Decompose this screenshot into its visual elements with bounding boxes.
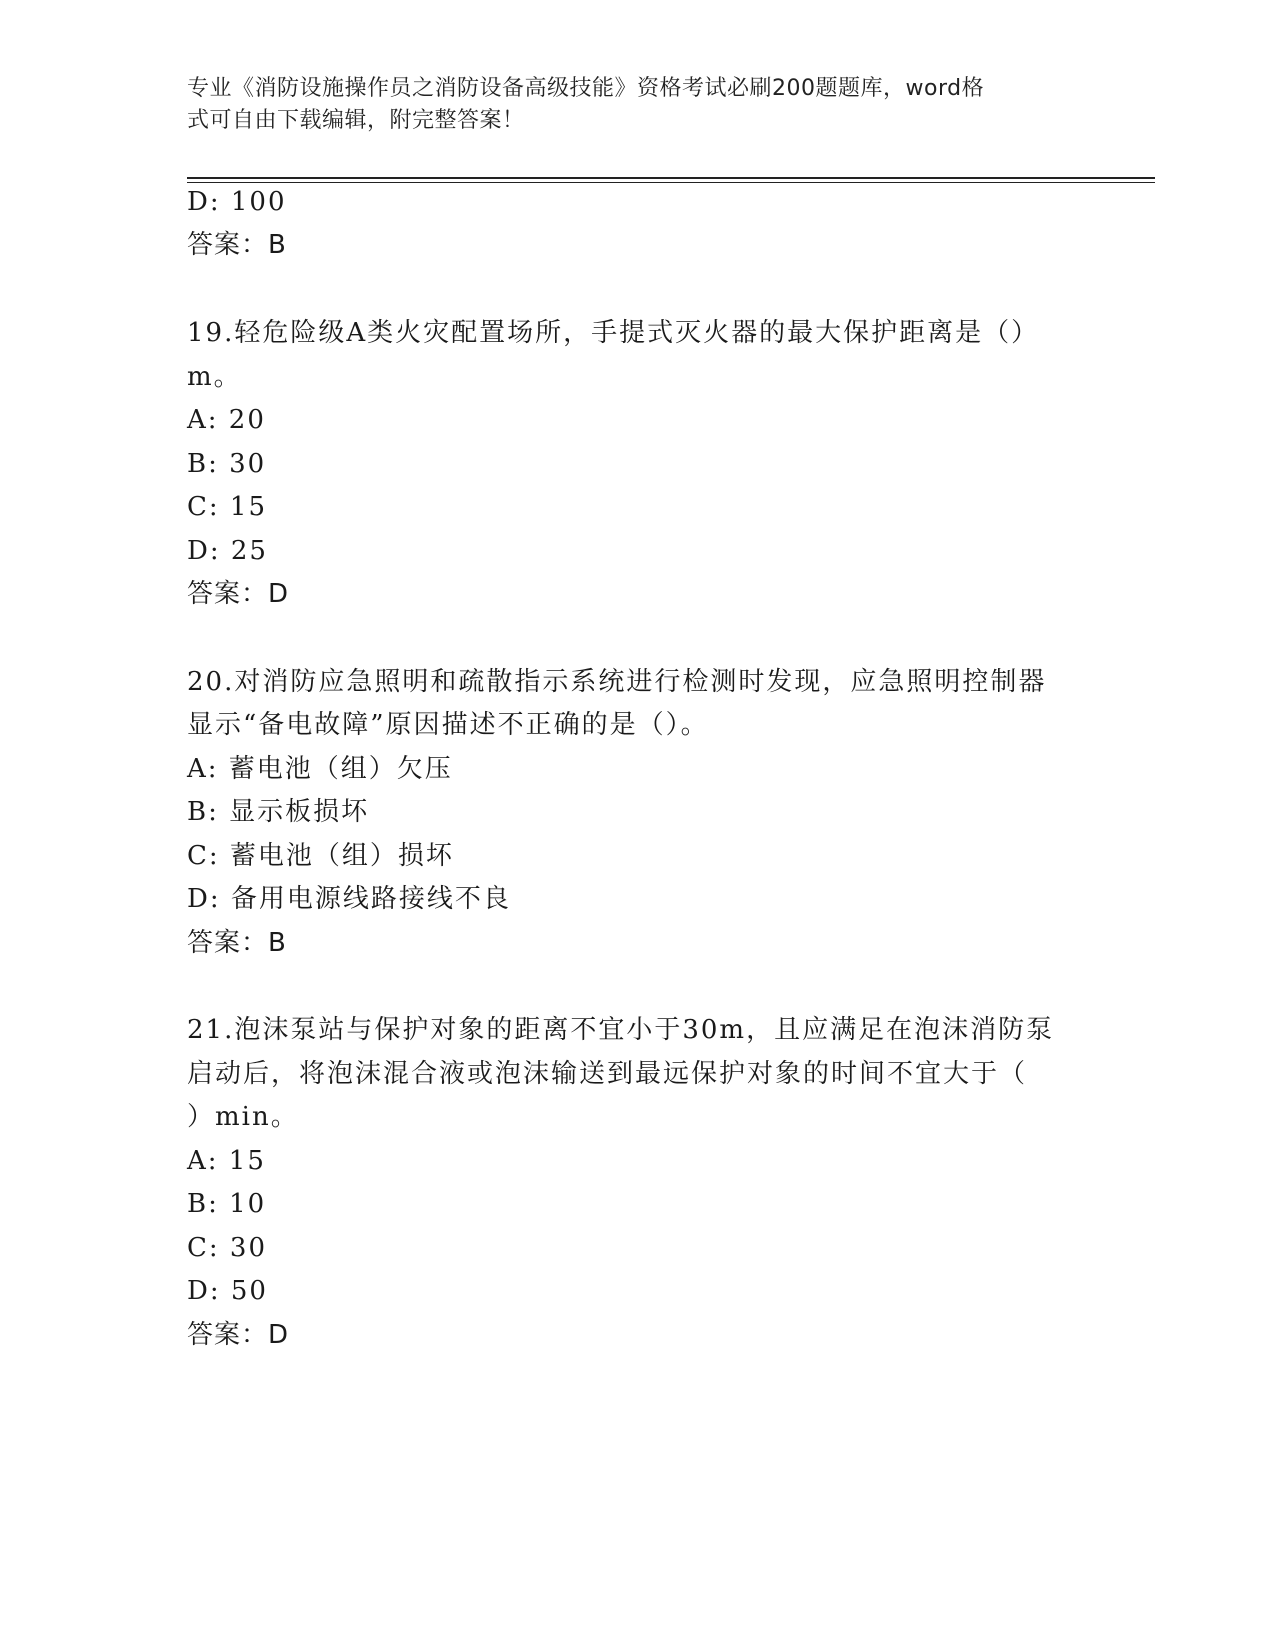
q21-option-d: D: 50 <box>187 1276 268 1306</box>
q21-answer: 答案：D <box>187 1320 290 1350</box>
q19-answer: 答案：D <box>187 579 290 609</box>
q21-stem-line-1: 21.泡沫泵站与保护对象的距离不宜小于30m，且应满足在泡沫消防泵 <box>187 1015 1055 1045</box>
prev-answer: 答案：B <box>187 230 287 260</box>
header-line-1: 专业《消防设施操作员之消防设备高级技能》资格考试必刷200题题库，word格 <box>187 76 985 101</box>
q20-option-b: B: 显示板损坏 <box>187 797 370 827</box>
q20-option-c: C: 蓄电池（组）损坏 <box>187 841 454 871</box>
q20-stem-line-1: 20.对消防应急照明和疏散指示系统进行检测时发现，应急照明控制器 <box>187 667 1047 697</box>
header-divider-thin <box>187 182 1155 183</box>
q20-answer: 答案：B <box>187 928 287 958</box>
q19-option-b: B: 30 <box>187 449 267 479</box>
q21-option-a: A: 15 <box>187 1146 266 1176</box>
q21-option-c: C: 30 <box>187 1233 268 1263</box>
q19-option-c: C: 15 <box>187 492 268 522</box>
q19-option-a: A: 20 <box>187 405 266 435</box>
q21-option-b: B: 10 <box>187 1189 267 1219</box>
q19-stem-line-1: 19.轻危险级A类火灾配置场所，手提式灭火器的最大保护距离是（） <box>187 318 1040 348</box>
q21-stem-line-2: 启动后，将泡沫混合液或泡沫输送到最远保护对象的时间不宜大于（ <box>187 1059 1028 1089</box>
q20-option-d: D: 备用电源线路接线不良 <box>187 884 511 914</box>
header-line-2: 式可自由下载编辑，附完整答案！ <box>187 108 525 133</box>
document-header <box>187 73 1067 137</box>
prev-option-d: D: 100 <box>187 187 287 217</box>
q21-stem-line-3: ）min。 <box>187 1102 299 1132</box>
q20-option-a: A: 蓄电池（组）欠压 <box>187 754 453 784</box>
header-divider-thick <box>187 177 1155 179</box>
q19-option-d: D: 25 <box>187 536 268 566</box>
q20-stem-line-2: 显示“备电故障”原因描述不正确的是（）。 <box>187 710 709 740</box>
q19-stem-line-2: m。 <box>187 362 242 392</box>
